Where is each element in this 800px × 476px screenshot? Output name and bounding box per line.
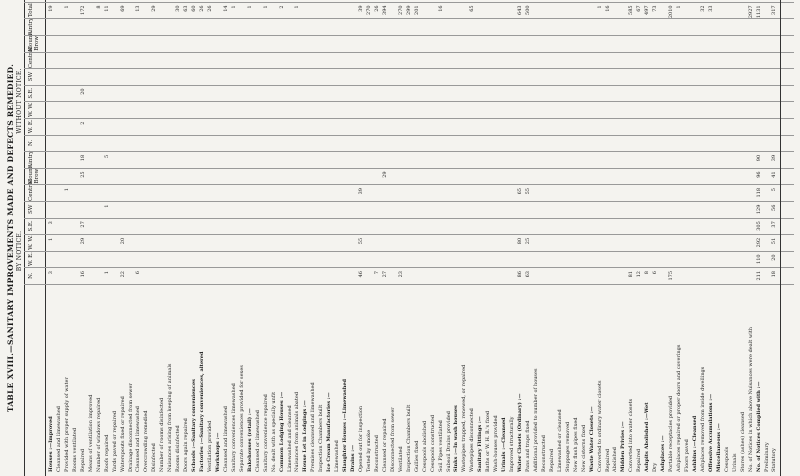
table-cell: 25 bbox=[525, 237, 531, 245]
row-label: Number of rooms disinfected bbox=[159, 397, 166, 472]
table-cell: 118 bbox=[755, 188, 762, 198]
table-cell: 69 bbox=[119, 5, 126, 12]
row-label: Cleansed and limewashed bbox=[222, 406, 229, 472]
row-label: Reconstructed bbox=[540, 435, 547, 472]
row-label: Repaired bbox=[548, 448, 555, 472]
row-label: Means of ventilation improved bbox=[87, 394, 94, 472]
row-label: Miscellaneous :— bbox=[715, 423, 722, 472]
row-label: Ice Cream Manufactories :— bbox=[326, 392, 333, 472]
row-label: Rooms disinfected bbox=[175, 425, 182, 472]
table-cell: 1 bbox=[103, 204, 110, 208]
table-bottom-rule bbox=[780, 0, 781, 476]
row-label: Portable receptacles provided bbox=[668, 395, 675, 472]
row-label: Urinals :—Cleansed bbox=[501, 417, 508, 472]
column-header: S.E. bbox=[28, 220, 34, 232]
row-label: Midden Privies :— bbox=[620, 421, 627, 472]
table-cell: 8 bbox=[95, 5, 102, 9]
row-label: Waterspouts fixed or repaired bbox=[119, 396, 126, 472]
table-cell: 63 bbox=[525, 271, 531, 278]
row-label: Wastepipes disconnected bbox=[469, 408, 476, 472]
table-cell: 56 bbox=[771, 204, 778, 211]
table-cell: 14 bbox=[222, 5, 229, 12]
row-label: Houses :—Improved bbox=[48, 416, 54, 472]
table-cell: 500 bbox=[525, 5, 531, 15]
row-label: Schools :—Sanitary conveniences bbox=[191, 379, 198, 472]
row-label: Pans and traps fixed bbox=[525, 420, 531, 472]
table-cell: 37 bbox=[771, 221, 778, 228]
row-label: Limewashed bbox=[334, 440, 341, 472]
table-cell: 172 bbox=[79, 5, 86, 15]
table-cell: 8 bbox=[644, 271, 651, 275]
row-label: Repaired bbox=[636, 448, 643, 472]
row-label: Ashplaces :— bbox=[660, 435, 667, 472]
column-rule bbox=[24, 135, 794, 136]
row-label: Statutory bbox=[771, 448, 778, 472]
row-label: House Let in Lodgings :— bbox=[302, 400, 309, 472]
table-cell: 51 bbox=[771, 237, 778, 245]
group-by-notice: BY NOTICE. bbox=[16, 230, 23, 272]
table-cell: 1 bbox=[262, 5, 269, 9]
column-header: N. bbox=[28, 139, 34, 147]
table-cell: 39 bbox=[358, 5, 365, 12]
table-cell: 1131 bbox=[755, 5, 762, 19]
table-cell: 23 bbox=[397, 271, 404, 278]
column-header: Total bbox=[28, 3, 34, 18]
row-label: Stores (ashes) cleansed bbox=[739, 411, 746, 472]
row-label: Overcrowding remedied bbox=[143, 410, 150, 472]
table-cell: 39 bbox=[358, 188, 365, 195]
row-label: Cesspools abolished bbox=[421, 420, 428, 472]
table-cell: 7 bbox=[373, 271, 380, 275]
column-header: Central bbox=[28, 180, 34, 201]
row-label: Baths or W. H. B.'s fixed bbox=[485, 410, 492, 472]
table-cell: 3 bbox=[48, 271, 54, 275]
column-rule bbox=[24, 85, 794, 86]
column-header: W. W. bbox=[28, 235, 34, 250]
table-cell: 1 bbox=[246, 5, 253, 9]
group-without-notice: WITHOUT NOTICE. bbox=[16, 68, 23, 134]
column-rule bbox=[24, 52, 794, 53]
table-cell: 175 bbox=[668, 271, 675, 281]
table-cell: 317 bbox=[771, 5, 778, 15]
table-cell: 25 bbox=[79, 171, 86, 178]
row-label: Additional provided to number of houses bbox=[532, 368, 539, 472]
column-header: SW bbox=[28, 71, 34, 82]
row-label: Subsoil Drains provided bbox=[445, 411, 452, 472]
row-label: Wastepipes trapped, renewed, or repaired bbox=[461, 364, 468, 472]
column-rule bbox=[24, 201, 794, 202]
table-cell: 1 bbox=[294, 5, 301, 9]
column-header: S.E. bbox=[28, 87, 34, 99]
table-cell: 497 bbox=[644, 5, 651, 15]
table-cell: 18 bbox=[771, 271, 778, 278]
row-label: Tested by smoke bbox=[366, 429, 372, 472]
table-cell: 292 bbox=[755, 237, 762, 248]
table-cell: 5 bbox=[771, 188, 778, 192]
row-label: New flush pipes fixed bbox=[572, 417, 579, 472]
table-cell: 90 bbox=[755, 154, 762, 162]
row-label: Workshops :— bbox=[214, 432, 221, 472]
row-label: Disinfected bbox=[151, 443, 158, 472]
row-label: Nuisances arising from keeping of animals bbox=[167, 363, 174, 472]
table-cell: 3 bbox=[48, 221, 54, 225]
row-label: No. of Notices in which above Nuisances were dealt with bbox=[747, 326, 754, 472]
table-cell: 299 bbox=[405, 5, 412, 15]
row-label: Ashplaces repaired or proper doors and coverings bbox=[676, 344, 683, 472]
table-cell: 2 bbox=[278, 5, 285, 9]
table-cell: 13 bbox=[135, 5, 142, 12]
table-cell: 55 bbox=[525, 188, 531, 195]
column-header: W. E. bbox=[28, 252, 34, 267]
row-label: Provided with proper supply of water bbox=[63, 377, 70, 472]
row-label: Gullies fixed bbox=[413, 440, 420, 472]
row-label: Disconnected from sewer bbox=[389, 407, 396, 472]
table-cell: 29 bbox=[79, 237, 86, 245]
row-label: Roofs repaired bbox=[103, 434, 110, 472]
table-cell: 270 bbox=[366, 5, 372, 15]
row-label: Converted to ordinary water closets bbox=[596, 380, 603, 472]
table-cell: 29 bbox=[381, 171, 388, 178]
column-rule bbox=[24, 168, 794, 169]
table-cell: 110 bbox=[755, 254, 762, 264]
column-rule bbox=[24, 35, 794, 36]
column-rule bbox=[24, 267, 794, 268]
row-label: Cleansed or limewashed bbox=[254, 410, 261, 472]
row-label: Opened out for inspection bbox=[358, 405, 365, 472]
row-label: Soil Pipes ventilated bbox=[437, 420, 444, 472]
row-label: Inspection Chambers built bbox=[318, 404, 325, 472]
table-cell: 12 bbox=[636, 271, 643, 278]
row-label: Inspection Chambers built bbox=[405, 404, 412, 472]
table-cell: 16 bbox=[437, 5, 444, 12]
row-label: Improved structurally bbox=[509, 416, 516, 472]
row-label: Waste Water Closets :— bbox=[588, 406, 595, 472]
table-cell: 27 bbox=[381, 271, 388, 278]
row-label: Sinks :—In wash houses bbox=[453, 405, 460, 472]
table-cell: 19 bbox=[48, 5, 54, 12]
table-cell: 22 bbox=[119, 271, 126, 278]
row-label: Cleansed and limewashed bbox=[55, 406, 62, 472]
table-cell: 6 bbox=[652, 271, 659, 275]
table-cell: 2927 bbox=[747, 5, 754, 19]
table-cell: 1 bbox=[596, 5, 603, 9]
column-rule bbox=[24, 151, 794, 152]
column-header: Mount. Brow bbox=[28, 31, 40, 52]
row-label: Drains :— bbox=[350, 444, 357, 472]
table-cell: 27 bbox=[79, 221, 86, 228]
table-cell: 20 bbox=[771, 254, 778, 261]
row-label: Water Closets (Ordinary) :— bbox=[517, 393, 524, 472]
table-cell: 1 bbox=[103, 271, 110, 275]
table-cell: 26 bbox=[373, 5, 380, 12]
table-cell: 5 bbox=[103, 154, 110, 158]
table-cell: 39 bbox=[771, 154, 778, 162]
row-label: Cesspools constructed bbox=[429, 414, 436, 472]
table-cell: 41 bbox=[771, 171, 778, 178]
table-title: TABLE XVIII.—SANITARY IMPROVEMENTS MADE AND DEFECTS REMEDIED. bbox=[6, 63, 15, 413]
row-label: Nuisances from animals abated bbox=[294, 391, 301, 472]
row-label: Ventilation provided bbox=[207, 420, 213, 472]
row-label: Urinals bbox=[731, 453, 738, 472]
row-label: Floors paved bbox=[684, 439, 690, 472]
row-label: New cisterns fixed bbox=[580, 424, 587, 472]
table-cell: 129 bbox=[755, 204, 762, 215]
row-label: Doors again repaired bbox=[183, 418, 190, 472]
row-label: Factories :—Sanitary conveniences, altered bbox=[199, 351, 206, 472]
table-cell: 201 bbox=[413, 5, 420, 15]
column-header: Mount. Brow bbox=[28, 164, 40, 185]
table-cell: 26 bbox=[199, 5, 206, 12]
table-cell: 1 bbox=[63, 5, 70, 9]
table-cell: 81 bbox=[628, 271, 635, 278]
table-cell: 60 bbox=[191, 5, 198, 12]
row-label: Offensive Accumulations :— bbox=[707, 393, 714, 472]
row-label: Stoppages removed bbox=[564, 421, 571, 472]
row-label: Yards paved or repaired bbox=[111, 410, 118, 472]
row-label: Repaired bbox=[604, 448, 611, 472]
column-rule bbox=[24, 101, 794, 102]
column-header: W. W. bbox=[28, 102, 34, 118]
row-label: Ashplaces removed from inside dwellings bbox=[699, 366, 706, 472]
table-cell: 20 bbox=[79, 88, 86, 95]
row-label: Bakehouses (retail) :— bbox=[246, 408, 253, 472]
column-headers bbox=[24, 0, 46, 476]
row-label: Ashbins :—Cleansed bbox=[691, 415, 698, 472]
table-cell: 55 bbox=[358, 237, 365, 245]
column-rule bbox=[24, 184, 794, 185]
table-cell: 20 bbox=[119, 237, 126, 245]
table-cell: 65 bbox=[517, 188, 524, 195]
table-cell: 585 bbox=[628, 5, 635, 15]
column-rule bbox=[24, 68, 794, 69]
table-cell: 1 bbox=[676, 5, 683, 9]
column-header: Aintry bbox=[28, 17, 34, 35]
row-label: Limewashed and cleansed bbox=[286, 405, 293, 472]
column-header: N. bbox=[28, 272, 34, 279]
column-rule bbox=[24, 18, 794, 19]
table-cell: 211 bbox=[755, 271, 762, 281]
row-label: Cesspools bbox=[723, 446, 730, 472]
table-cell: 65 bbox=[469, 5, 476, 12]
row-label: Limewashed or cleansed bbox=[556, 409, 563, 472]
row-label: Sanitary convenience repaired bbox=[262, 394, 269, 472]
column-header: W. E. bbox=[28, 119, 34, 134]
table-cell: 394 bbox=[381, 5, 388, 15]
row-label: Premises cleansed and limewashed bbox=[310, 382, 317, 472]
table-cell: 2 bbox=[79, 121, 86, 125]
row-label: Converted into water closets bbox=[628, 398, 635, 472]
row-label: No. dealt with as specially unfit bbox=[270, 391, 277, 472]
table-cell: 11 bbox=[103, 5, 110, 12]
column-rule bbox=[24, 251, 794, 252]
table-cell: 33 bbox=[707, 5, 714, 12]
row-label: Separate conveniences provided for sexes bbox=[238, 365, 245, 472]
column-header: SW bbox=[28, 204, 34, 215]
table-cell: 80 bbox=[517, 237, 524, 245]
row-label: Sanitary conveniences limewashed bbox=[230, 383, 237, 472]
column-rule bbox=[24, 234, 794, 235]
row-label: No. of Notices Complied with :— bbox=[755, 381, 762, 472]
row-label: Reconstructed bbox=[373, 435, 380, 472]
row-label: Repaired bbox=[79, 448, 86, 472]
table-cell: 32 bbox=[699, 5, 706, 12]
row-label: Wash-houses provided bbox=[493, 415, 500, 472]
table-cell: 30 bbox=[175, 5, 182, 12]
column-rule bbox=[24, 284, 794, 285]
row-label: Abolished bbox=[612, 447, 619, 472]
row-label: Cleansed or repaired bbox=[381, 418, 388, 472]
table-cell: 86 bbox=[517, 271, 524, 278]
column-header: Aintry bbox=[28, 150, 34, 168]
table-cell: 67 bbox=[636, 5, 643, 12]
table-cell: 26 bbox=[207, 5, 213, 12]
column-rule bbox=[24, 218, 794, 219]
table-cell: 16 bbox=[79, 271, 86, 278]
row-label: Rooms ventilated bbox=[71, 427, 78, 472]
table-cell: 46 bbox=[358, 271, 365, 278]
table-cell: 16 bbox=[604, 5, 611, 12]
column-header: Central bbox=[28, 47, 34, 69]
table-cell: 2010 bbox=[668, 5, 675, 19]
table-cell: 1 bbox=[48, 237, 54, 241]
table-cell: 29 bbox=[151, 5, 158, 12]
row-label: Cleansed and limewashed bbox=[135, 406, 142, 472]
table-cell: 1 bbox=[230, 5, 237, 9]
row-label: Ashpits Abolished :—Wet bbox=[644, 402, 651, 472]
row-label: Preliminary bbox=[763, 442, 770, 472]
table-cell: 305 bbox=[755, 221, 762, 231]
row-label: Common Lodging Houses :— bbox=[278, 391, 285, 472]
table-cell: 73 bbox=[652, 5, 659, 12]
table-cell: 1 bbox=[63, 188, 70, 192]
row-label: Slaughter Houses :—Limewashed bbox=[342, 378, 349, 472]
row-label: Sanitary Fittings :— bbox=[477, 416, 484, 472]
row-label: Ventilated bbox=[397, 446, 404, 472]
table-cell: 63 bbox=[183, 5, 190, 12]
table-cell: 96 bbox=[755, 171, 762, 178]
table-cell: 6 bbox=[135, 271, 142, 275]
row-label: Number of windows repaired bbox=[95, 397, 102, 472]
row-label: Dry bbox=[652, 462, 659, 472]
row-label: Drainage disconnected from sewer bbox=[127, 383, 134, 472]
table-cell: 18 bbox=[79, 154, 86, 162]
column-rule bbox=[24, 2, 794, 3]
column-rule bbox=[24, 118, 794, 119]
table-cell: 643 bbox=[517, 5, 524, 15]
table-cell: 270 bbox=[397, 5, 404, 15]
